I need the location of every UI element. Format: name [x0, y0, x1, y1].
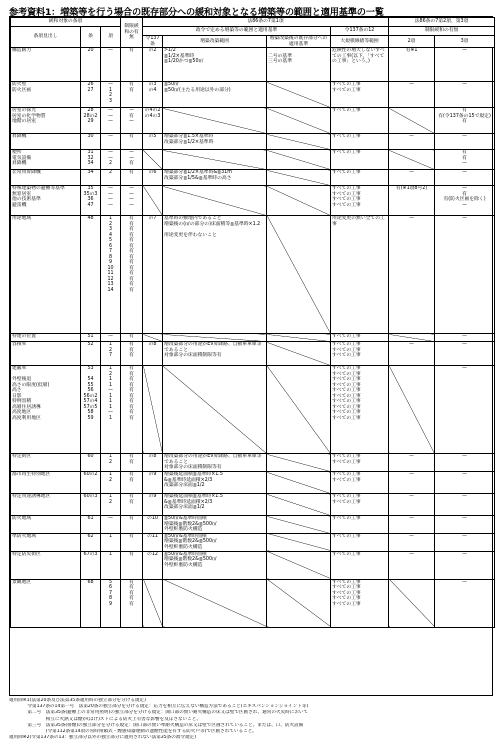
row-p2: —	[389, 516, 435, 534]
row-p2	[389, 579, 435, 627]
row-paragraph: 1 2	[101, 472, 121, 494]
row-p2	[389, 108, 435, 134]
header-order137-12: 令137条の12	[331, 27, 389, 36]
row-order: の10	[143, 516, 163, 534]
row-exist: 有 有	[121, 494, 143, 516]
row-item: 便所 電気設備 昇降機	[11, 150, 81, 170]
row-scope: ≦50㎡&基準時面積 増築後≦階数2&≦500㎡ 外壁軒裏防火構造	[163, 516, 267, 534]
row-article: 34	[81, 170, 101, 186]
row-order: の4の2 の4の3	[143, 108, 163, 134]
row-existing-std: 二号の基準 三号の基準	[267, 48, 331, 82]
row-paragraph: 1 2 1 1 — 1 1 1 — 1	[101, 366, 121, 454]
row-exist: 有 有 有 有 有 有 有 有 有 有	[121, 366, 143, 454]
row-exist: 有	[121, 48, 143, 82]
row-paragraph: — — — —	[101, 186, 121, 216]
row-scope	[163, 579, 267, 627]
row-p3: —	[435, 342, 495, 366]
row-exist: 有 有	[121, 454, 143, 472]
row-exist: 有 有	[121, 82, 143, 108]
row-p3: —	[435, 551, 495, 579]
row-item: 用途地域	[11, 216, 81, 334]
row-scope: ≦50㎡&基準時面積 増築後≦階数2&≦500㎡ 外壁軒裏防火構造	[163, 551, 267, 579]
row-item: 建蔽率 外壁後退 高さの限度(低層) 高さ 日影 特例容積 高層住居誘導 高度地区 高度利用地区	[11, 366, 81, 454]
row-existing-std	[267, 150, 331, 170]
row-p3: —	[435, 216, 495, 334]
row-exist: — — 有	[121, 150, 143, 170]
footnote-line: 適用除※1(法第20条及び法第35条適用時の独立部分を分ける規定)	[9, 698, 146, 703]
row-item: 景観地区	[11, 579, 81, 627]
row-p3: —	[435, 82, 495, 108]
row-p2: 有(※1項8号2)	[389, 186, 435, 216]
row-article: 68	[81, 579, 101, 627]
row-article: 52	[81, 342, 101, 366]
row-article: 67の3	[81, 551, 101, 579]
row-existing-std	[267, 216, 331, 334]
row-p3: —	[435, 170, 495, 186]
row-existing-std	[267, 454, 331, 472]
row-article: 30	[81, 134, 101, 150]
header-area-exist: 制限緩和の有無	[389, 27, 495, 36]
row-item: 昇降機	[11, 134, 81, 150]
row-paragraph: —	[101, 134, 121, 150]
row-p2: 有※1	[389, 48, 435, 82]
row-order: の9	[143, 472, 163, 494]
row-exist: 有 有	[121, 472, 143, 494]
row-scope: 増築後延面積≦基準時×1.5 &≦基準時延面積×2/3 改築部分床面≦1/2	[163, 472, 267, 494]
row-p2: —	[389, 134, 435, 150]
row-p3: —	[435, 472, 495, 494]
row-article: 28 28の2 29	[81, 108, 101, 134]
row-order: の6	[143, 170, 163, 186]
row-order: の2	[143, 48, 163, 82]
header-paragraph: 項	[101, 27, 121, 48]
row-p2: —	[389, 216, 435, 334]
row-scope: 増築部分≦1/2×基準時&≦31m 改築部分≦1/5&≦基準時の高さ	[163, 170, 267, 186]
table-row	[11, 186, 495, 216]
table-row	[11, 472, 495, 494]
row-large-repair: すべての工事	[331, 533, 389, 551]
row-large-repair: すべての工事 すべての工事 すべての工事	[331, 342, 389, 366]
row-existing-std	[267, 366, 331, 454]
row-p2: —	[389, 82, 435, 108]
row-existing-std	[267, 108, 331, 134]
row-paragraph: — — —	[101, 108, 121, 134]
row-paragraph: — — 2	[101, 150, 121, 170]
row-p2: —	[389, 494, 435, 516]
row-paragraph: 5 6 7 8 9	[101, 579, 121, 627]
row-existing-std	[267, 579, 331, 627]
row-exist: — 有 —	[121, 108, 143, 134]
row-item: 特殊建築物の避難等基準 無窓居室 他の技術基準 避雷機	[11, 186, 81, 216]
row-item: 居室の採光 居室の化学物質 地階の居室	[11, 108, 81, 134]
row-p2	[389, 366, 435, 454]
row-existing-std	[267, 533, 331, 551]
row-large-repair: 用途変更の無い全ての工事	[331, 216, 389, 334]
header-p2: 2項	[389, 36, 435, 48]
row-item: 構造耐力	[11, 48, 81, 82]
row-p3: —	[435, 516, 495, 534]
row-paragraph: — 1 2 3	[101, 82, 121, 108]
row-existing-std	[267, 186, 331, 216]
row-p2: —	[389, 454, 435, 472]
row-scope: 増改築部分の用途がEV昇降路、自動車車庫等であること 対象部分の床面積制限等有	[163, 342, 267, 366]
row-p2: —	[389, 170, 435, 186]
row-item: 準防火地域	[11, 533, 81, 551]
row-scope	[163, 366, 267, 454]
row-paragraph: —	[101, 334, 121, 342]
header-gov-range: 政令で定める増築等の範囲と適用基準	[143, 27, 331, 36]
row-order	[143, 150, 163, 170]
row-article: 26 27	[81, 82, 101, 108]
row-paragraph: 1 2 3 4 5 6 7 8 9 10 11 12 13 14	[101, 216, 121, 334]
row-large-repair: すべての工事	[331, 150, 389, 170]
row-p2: —	[389, 551, 435, 579]
row-scope: ≦50㎡ ≦50㎡(主たる用途以外の部分)	[163, 82, 267, 108]
row-order: の9	[143, 494, 163, 516]
row-large-repair: すべての工事	[331, 134, 389, 150]
table-row	[11, 216, 495, 334]
table-row	[11, 134, 495, 150]
row-scope	[163, 334, 267, 342]
table-row	[11, 579, 495, 627]
table-row	[11, 82, 495, 108]
row-item: 特定防災街区	[11, 551, 81, 579]
table-row	[11, 150, 495, 170]
row-exist: 有	[121, 334, 143, 342]
row-item: 特建の位置	[11, 334, 81, 342]
header-large-repair: 大規模修繕等範囲	[331, 36, 389, 48]
row-paragraph: 1	[101, 533, 121, 551]
row-paragraph: —	[101, 516, 121, 534]
row-large-repair: すべての工事 すべての工事	[331, 494, 389, 516]
row-p2: —	[389, 342, 435, 366]
row-paragraph: 1 2	[101, 494, 121, 516]
row-order: の8	[143, 342, 163, 366]
row-item: 防火壁 防火区画	[11, 82, 81, 108]
row-article: 48	[81, 216, 101, 334]
row-existing-std	[267, 170, 331, 186]
row-exist: 有 有 有	[121, 342, 143, 366]
row-large-repair: すべての工事	[331, 516, 389, 534]
row-exist: 有	[121, 551, 143, 579]
row-p2: —	[389, 472, 435, 494]
row-existing-std	[267, 342, 331, 366]
row-scope: >1/2 ≦1/2×基準時 ≦1/20かつ≦50㎡	[163, 48, 267, 82]
row-paragraph: 1 2	[101, 454, 121, 472]
row-order	[143, 366, 163, 454]
row-large-repair: すべての工事 すべての工事 すべての工事 すべての工事 すべての工事	[331, 579, 389, 627]
row-article: 60	[81, 454, 101, 472]
row-p3: 有 有(令137条の15で規定) 有	[435, 108, 495, 134]
row-large-repair: すべての工事 すべての工事	[331, 82, 389, 108]
footnotes	[9, 698, 493, 741]
row-scope: ≦50㎡&基準時面積 増築後≦階数2&≦500㎡ 外壁軒裏防火構造	[163, 533, 267, 551]
header-law86-7: 法86条の7第1項	[143, 18, 389, 27]
table-row	[11, 533, 495, 551]
row-article: 20	[81, 48, 101, 82]
footnote-line: 令第137条の14第一号 法第20条の独立部分を分ける規定：応力を相互に伝えない構造方法であること(エキスパンションジョイント等)	[9, 704, 309, 710]
row-paragraph: 1 2 7	[101, 342, 121, 366]
row-paragraph: 1	[101, 551, 121, 579]
row-article: 31 32 34	[81, 150, 101, 170]
row-existing-std	[267, 516, 331, 534]
header-target: 緩和対象の条項	[11, 18, 121, 27]
row-article: 35 35の3 36 47	[81, 186, 101, 216]
row-scope: 増築部分≦1.5×基準時 改築部分≦1/2×基準時	[163, 134, 267, 150]
row-article: 53 54 55 56 56の2 57の4 57の5 58 59	[81, 366, 101, 454]
row-existing-std	[267, 551, 331, 579]
header-article: 条	[81, 27, 101, 48]
row-item: 容積率	[11, 342, 81, 366]
row-large-repair: すべての工事 すべての工事	[331, 472, 389, 494]
row-p3: 有 有 —	[435, 150, 495, 170]
row-existing-std	[267, 334, 331, 342]
row-p3: —	[435, 579, 495, 627]
row-order	[143, 186, 163, 216]
page-title: 参考資料1：増築等を行う場合の既存部分への緩和対象となる増築等の範囲と適用基準の一覧	[9, 7, 384, 18]
row-large-repair: すべての工事	[331, 551, 389, 579]
row-p3: —	[435, 134, 495, 150]
row-existing-std	[267, 494, 331, 516]
footnote-line: (令第112条第14項の常時閉鎖式・煙感知器連動の遮煙性能を有する防火戸等)で区画されていること。	[9, 728, 257, 734]
row-exist: 有	[121, 516, 143, 534]
table-body	[11, 48, 495, 628]
row-large-repair: すべての工事 すべての工事 すべての工事 すべての工事 すべての工事 すべての工事 すべての工事 すべての工事 すべての工事 すべての工事	[331, 366, 389, 454]
row-p3: —	[435, 454, 495, 472]
header-scope: 増築改築範囲	[163, 36, 267, 48]
row-exist: 有 有 有 有 有 有 有 有 有 有 有 有 有 有	[121, 216, 143, 334]
row-article: 60の2	[81, 472, 101, 494]
row-exist: 有	[121, 533, 143, 551]
footnote-line: 適用除※2(令第137条の13：独立部分以外の独立部分に適用されない法第35条の政令規定)	[9, 735, 197, 741]
row-existing-std	[267, 82, 331, 108]
footnote-line: 第三号 法第35条(排煙)の独立部分を分ける規定：開口部の無い準耐火構造の床又は壁で区画されていること。または、口、防火設備	[9, 722, 304, 728]
row-item: 非常用昇降機	[11, 170, 81, 186]
row-order: の12	[143, 551, 163, 579]
row-item: 都市再生特別地区	[11, 472, 81, 494]
header-law86-7-23: 法86条の7第2項、第3項	[389, 18, 495, 27]
row-exist: — — — —	[121, 186, 143, 216]
row-large-repair: すべての工事	[331, 108, 389, 134]
row-large-repair: すべての工事	[331, 334, 389, 342]
table-row	[11, 366, 495, 454]
table-row	[11, 551, 495, 579]
row-exist: 有	[121, 170, 143, 186]
row-large-repair: すべての工事 すべての工事	[331, 454, 389, 472]
row-article: 60の3	[81, 494, 101, 516]
row-paragraph: 2	[101, 170, 121, 186]
row-p3: —	[435, 366, 495, 454]
header-p3: 3項	[435, 36, 495, 48]
row-order: の3 の4	[143, 82, 163, 108]
row-p2	[389, 334, 435, 342]
row-scope: 増改築部分の用途がEV昇降路、自動車車庫等であること 対象部分の床面積制限等有	[163, 454, 267, 472]
row-scope: 基準時の敷地内であること 増築後の(㎡の部分の)床面積等≦基準時×1.2 用途変更を伴わないこと	[163, 216, 267, 334]
header-item: 条項見出し	[11, 27, 81, 48]
row-exist: 有	[121, 134, 143, 150]
row-p3: — 有 有(防火区画を除く) —	[435, 186, 495, 216]
row-order: の5	[143, 134, 163, 150]
table-row	[11, 170, 495, 186]
row-existing-std	[267, 134, 331, 150]
relaxation-table	[10, 17, 495, 628]
row-article: 51	[81, 334, 101, 342]
row-article: 61	[81, 516, 101, 534]
table-sheet	[9, 16, 493, 696]
row-p2	[389, 150, 435, 170]
row-scope	[163, 186, 267, 216]
table-row	[11, 108, 495, 134]
row-order	[143, 334, 163, 342]
table-row	[11, 334, 495, 342]
row-p3: —	[435, 533, 495, 551]
row-p3: —	[435, 494, 495, 516]
row-paragraph: —	[101, 48, 121, 82]
table-row	[11, 48, 495, 82]
row-article: 62	[81, 533, 101, 551]
footnote-line: 第二号 法第35条(避難上の非常用照明)の独立部分を分ける規定：開口部の無い耐火構造の床又は壁で区画され、通常の火災時において	[9, 710, 309, 716]
row-item: 特定用途誘導地区	[11, 494, 81, 516]
row-scope: 増築後延面積≦基準時×1.5 &≦基準時延面積×2/3 改築部分床面≦1/2	[163, 494, 267, 516]
row-existing-std	[267, 472, 331, 494]
row-order: の8	[143, 454, 163, 472]
table-row	[11, 454, 495, 472]
row-order: の7	[143, 216, 163, 334]
row-p3: —	[435, 334, 495, 342]
header-exist: 制限緩和の有無	[121, 18, 143, 48]
table-row	[11, 516, 495, 534]
row-scope	[163, 108, 267, 134]
row-item: 特定街区	[11, 454, 81, 472]
table-row	[11, 342, 495, 366]
row-item: 防火地域	[11, 516, 81, 534]
footnote-line: 相互に火熱又は煙が(はげ)ストによる防火上有害な影響を及ぼさないこと。	[9, 716, 201, 722]
table-row	[11, 494, 495, 516]
row-p3: —	[435, 48, 495, 82]
row-order	[143, 579, 163, 627]
row-order: の11	[143, 533, 163, 551]
header-order137: 令137条	[143, 36, 163, 48]
row-exist: 有 有 有 有 有	[121, 579, 143, 627]
row-large-repair: すべての工事 すべての工事 すべての工事 すべての工事	[331, 186, 389, 216]
row-p2: —	[389, 533, 435, 551]
row-large-repair: 危険性の増大しないすべての工事(以下、「すべての工事」という。)	[331, 48, 389, 82]
row-scope	[163, 150, 267, 170]
row-large-repair: すべての工事	[331, 170, 389, 186]
header-existing-std: 増築改築後の既存部分への適用基準	[267, 36, 331, 48]
